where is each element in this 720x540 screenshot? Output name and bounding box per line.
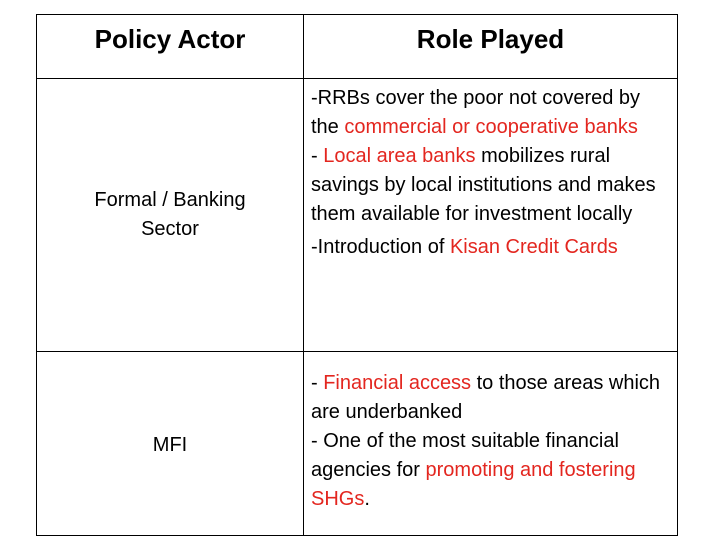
role-point-kcc [311, 233, 669, 262]
role-highlight: promoting and fostering SHGs [311, 459, 636, 510]
role-text-block [311, 84, 669, 262]
role-text: -Introduction of [311, 236, 450, 258]
role-text: . [364, 488, 370, 510]
role-cell [304, 78, 677, 351]
role-text: - [311, 145, 324, 167]
role-text-block [311, 369, 669, 514]
role-highlight: Kisan Credit Cards [449, 236, 618, 258]
header-cell-role [304, 15, 677, 78]
role-text: - [311, 372, 324, 394]
header-policy-actor: Policy Actor [94, 24, 246, 54]
role-point-shgs [311, 427, 669, 514]
actor-mfi: MFI [152, 433, 188, 456]
role-text: - One of the most suitable financial agencies for [311, 430, 619, 481]
role-highlight: Local area banks [323, 145, 476, 167]
role-text: mobilizes rural savings by local institutions and makes them available for investment locally [311, 145, 656, 225]
role-text: -RRBs cover the poor not covered by the [311, 87, 641, 138]
table-header-row [37, 15, 677, 79]
header-role-played: Role Played [416, 24, 565, 54]
actor-cell [37, 351, 303, 535]
table-row [37, 351, 677, 535]
table-row [37, 78, 677, 352]
role-cell [304, 351, 677, 535]
role-point-financial-access [311, 369, 669, 427]
role-text: to those areas which are underbanked [311, 372, 661, 423]
role-point-rrbs [311, 84, 669, 142]
role-highlight: Financial access [323, 372, 472, 394]
actor-cell [37, 78, 303, 351]
role-highlight: commercial or cooperative banks [344, 116, 638, 138]
header-cell-actor [37, 15, 303, 78]
policy-table [36, 14, 678, 536]
actor-formal-banking: Formal / Banking Sector [94, 188, 246, 240]
role-point-local-banks [311, 142, 669, 229]
